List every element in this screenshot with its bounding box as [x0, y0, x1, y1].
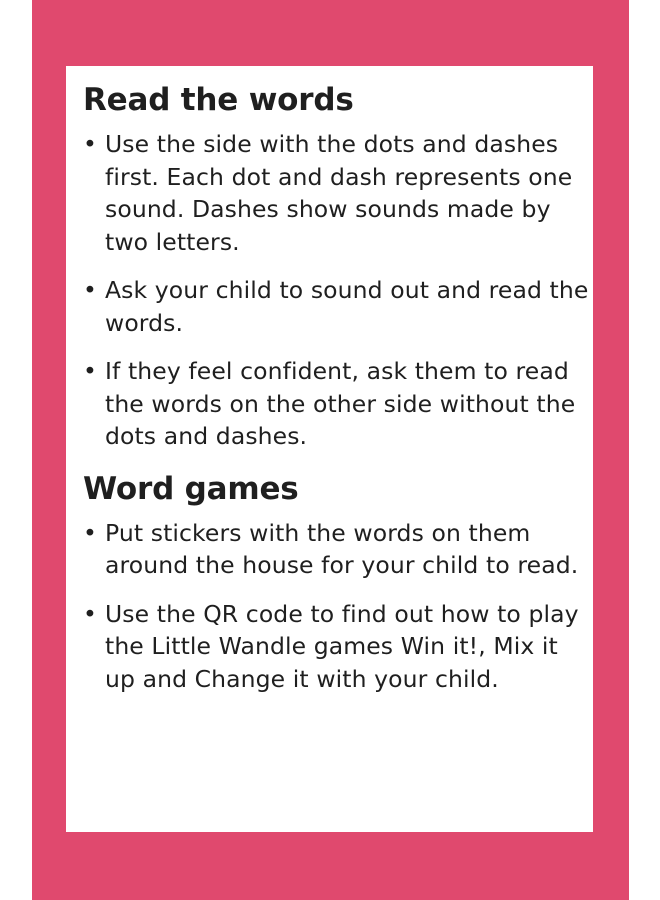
- section-heading-read-the-words: Read the words: [83, 82, 354, 118]
- instruction-card: [32, 0, 629, 900]
- bullet-icon: •: [83, 599, 97, 628]
- bullet-icon: •: [83, 357, 97, 385]
- bullet-icon: •: [83, 130, 97, 158]
- bullet-icon: •: [83, 518, 97, 547]
- word-games-list: [83, 517, 593, 696]
- list-item-text: If they feel confident, ask them to read the words on the other side without the dots and dashes.: [105, 357, 576, 450]
- content-panel: [66, 66, 593, 832]
- bullet-icon: •: [83, 276, 97, 304]
- list-item: [83, 598, 593, 696]
- list-item: [83, 128, 593, 258]
- read-the-words-list: [83, 128, 593, 453]
- list-item: [83, 517, 593, 582]
- list-item-text: Ask your child to sound out and read the words.: [105, 276, 589, 337]
- list-item: [83, 355, 593, 453]
- list-item-text: Use the QR code to find out how to play the Little Wandle games Win it!, Mix it up and Change it with your child.: [105, 599, 579, 693]
- section-heading-word-games: Word games: [83, 470, 299, 507]
- list-item: [83, 274, 593, 339]
- list-item-text: Put stickers with the words on them around the house for your child to read.: [105, 518, 579, 579]
- list-item-text: Use the side with the dots and dashes first. Each dot and dash represents one sound. Dashes show sounds made by two letters.: [105, 130, 573, 256]
